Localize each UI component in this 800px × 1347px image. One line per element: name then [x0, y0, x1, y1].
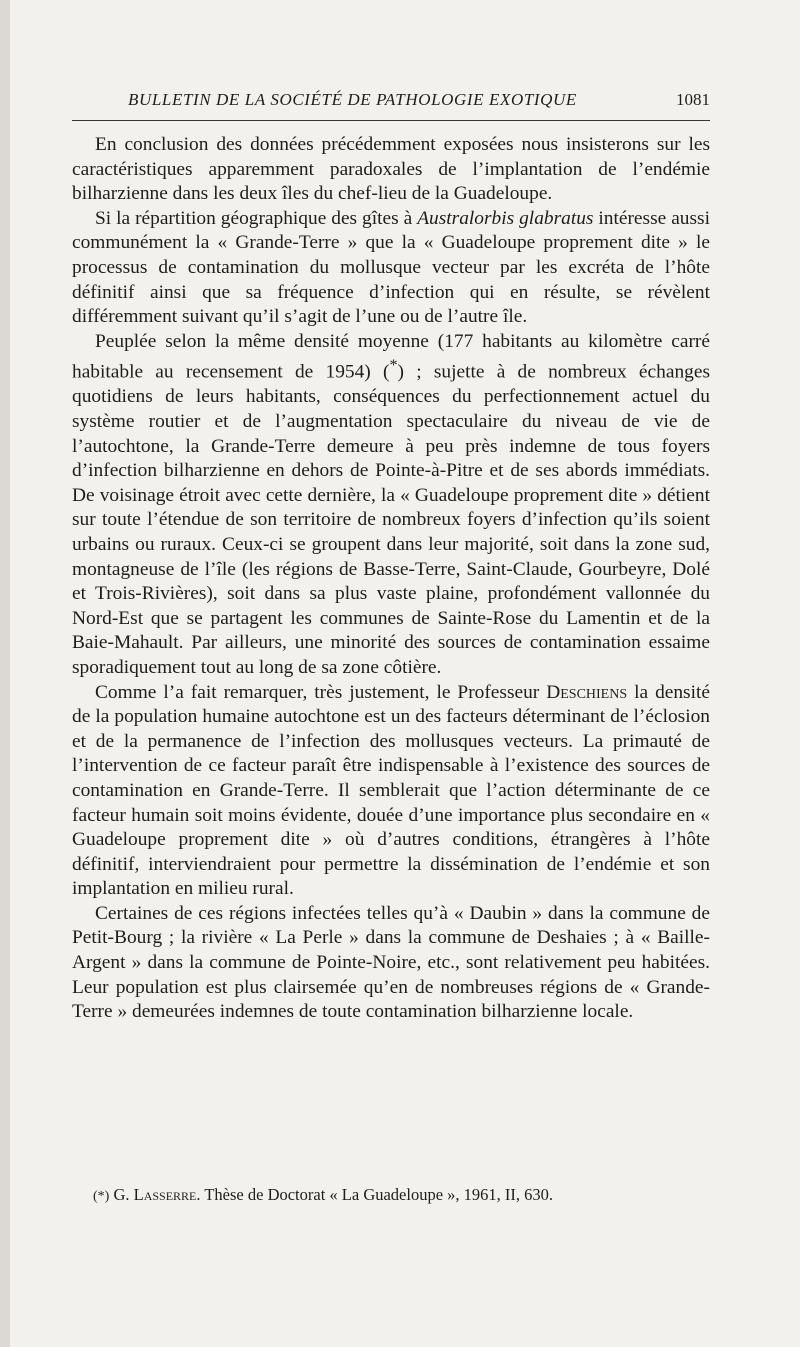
paragraph-4-text-a: Comme l’a fait remarquer, très justement, le Professeur [95, 681, 547, 703]
paragraph-2-text-a: Si la répartition géographique des gîtes à [95, 207, 418, 229]
paragraph-3-text-b: ) ; sujette à de nombreux échanges quotidiens de leurs habitants, conséquences du perfectionnement actuel du système routier et de l’augmentation spectaculaire du niveau de vie de l’autochtone, la Grande-Terre demeure à peu près indemne de tous foyers d’infection bilharzienne en dehors de Pointe-à-Pitre et de ses abords immédiats. De voisinage étroit avec cette dernière, la « Guadeloupe proprement dite » détient sur toute l’étendue de son territoire de nombreux foyers d’infection qu’ils soient urbains ou ruraux. Ceux-ci se groupent dans leur majorité, soit dans la zone sud, montagneuse de l’île (les régions de Basse-Terre, Saint-Claude, Gourbeyre, Dolé et Trois-Rivières), soit dans sa plus vaste plaine, profondément vallonnée du Nord-Est que se partagent les communes de Sainte-Rose du Lamentin et de la Baie-Mahault. Par ailleurs, une minorité des sources de contamination essaime sporadiquement tout au long de sa zone côtière. [72, 361, 710, 678]
header-rule [72, 120, 710, 121]
paragraph-3-text-a: Peuplée selon la même densité moyenne (177 habitants au kilomètre carré habitable au recensement de 1954) ( [72, 330, 710, 383]
running-title: BULLETIN DE LA SOCIÉTÉ DE PATHOLOGIE EXOTIQUE [128, 90, 577, 109]
footnote-text: . Thèse de Doctorat « La Guadeloupe », 1961, II, 630. [196, 1185, 554, 1204]
paragraph-4 [72, 681, 710, 902]
paragraph-1: En conclusion des données précédemment exposées nous insisterons sur les caractéristiques apparemment paradoxales de l’implantation de l’endémie bilharzienne dans les deux îles du chef-lieu de la Guadeloupe. [72, 134, 710, 205]
footnote-author-initial: G. [113, 1185, 130, 1204]
paragraph-4-text-b: la densité de la population humaine autochtone est un des facteurs déterminant de l’éclosion et de la permanence de l’infection des mollusques vecteurs. La primauté de l’intervention de ce facteur paraît être indispensable à l’existence des sources de contamination en Grande-Terre. Il semblerait que l’action déterminante de ce facteur humain soit moins évidente, douée d’une importance plus secondaire en « Guadeloupe proprement dite » où d’autres conditions, étrangères à l’hôte définitif, interviendraient pour permettre la dissémination de l’endémie et son implantation en milieu rural. [72, 681, 710, 900]
page-number: 1081 [676, 90, 710, 109]
paragraph-2-text-b: intéresse aussi communément la « Grande-Terre » que la « Guadeloupe proprement dite » le processus de contamination du mollusque vecteur par les excréta de l’hôte définitif ainsi que sa fréquence d’infection qui en résulte, se révèlent différemment suivant qu’il s’agit de l’une ou de l’autre île. [72, 207, 710, 328]
paragraph-2 [72, 207, 710, 330]
paragraph-3 [72, 330, 710, 681]
paragraph-5: Certaines de ces régions infectées telles qu’à « Daubin » dans la commune de Petit-Bourg ; la rivière « La Perle » dans la commune de Deshaies ; à « Baille-Argent » dans la commune de Pointe-Noire, etc., sont relativement peu habitées. Leur population est plus clairsemée qu’en de nombreuses régions de « Grande-Terre » demeurées indemnes de toute contamination bilharzienne locale. [72, 902, 710, 1023]
species-name: Australorbis glabratus [417, 207, 594, 229]
footnote-mark: (*) [93, 1189, 110, 1204]
author-name-deschiens: Deschiens [546, 681, 628, 703]
body-text [72, 133, 710, 1025]
footnote [72, 1184, 710, 1208]
footnote-author-name: Lasserre [133, 1185, 197, 1204]
footnote-reference: * [389, 357, 398, 375]
page-header [72, 90, 710, 114]
